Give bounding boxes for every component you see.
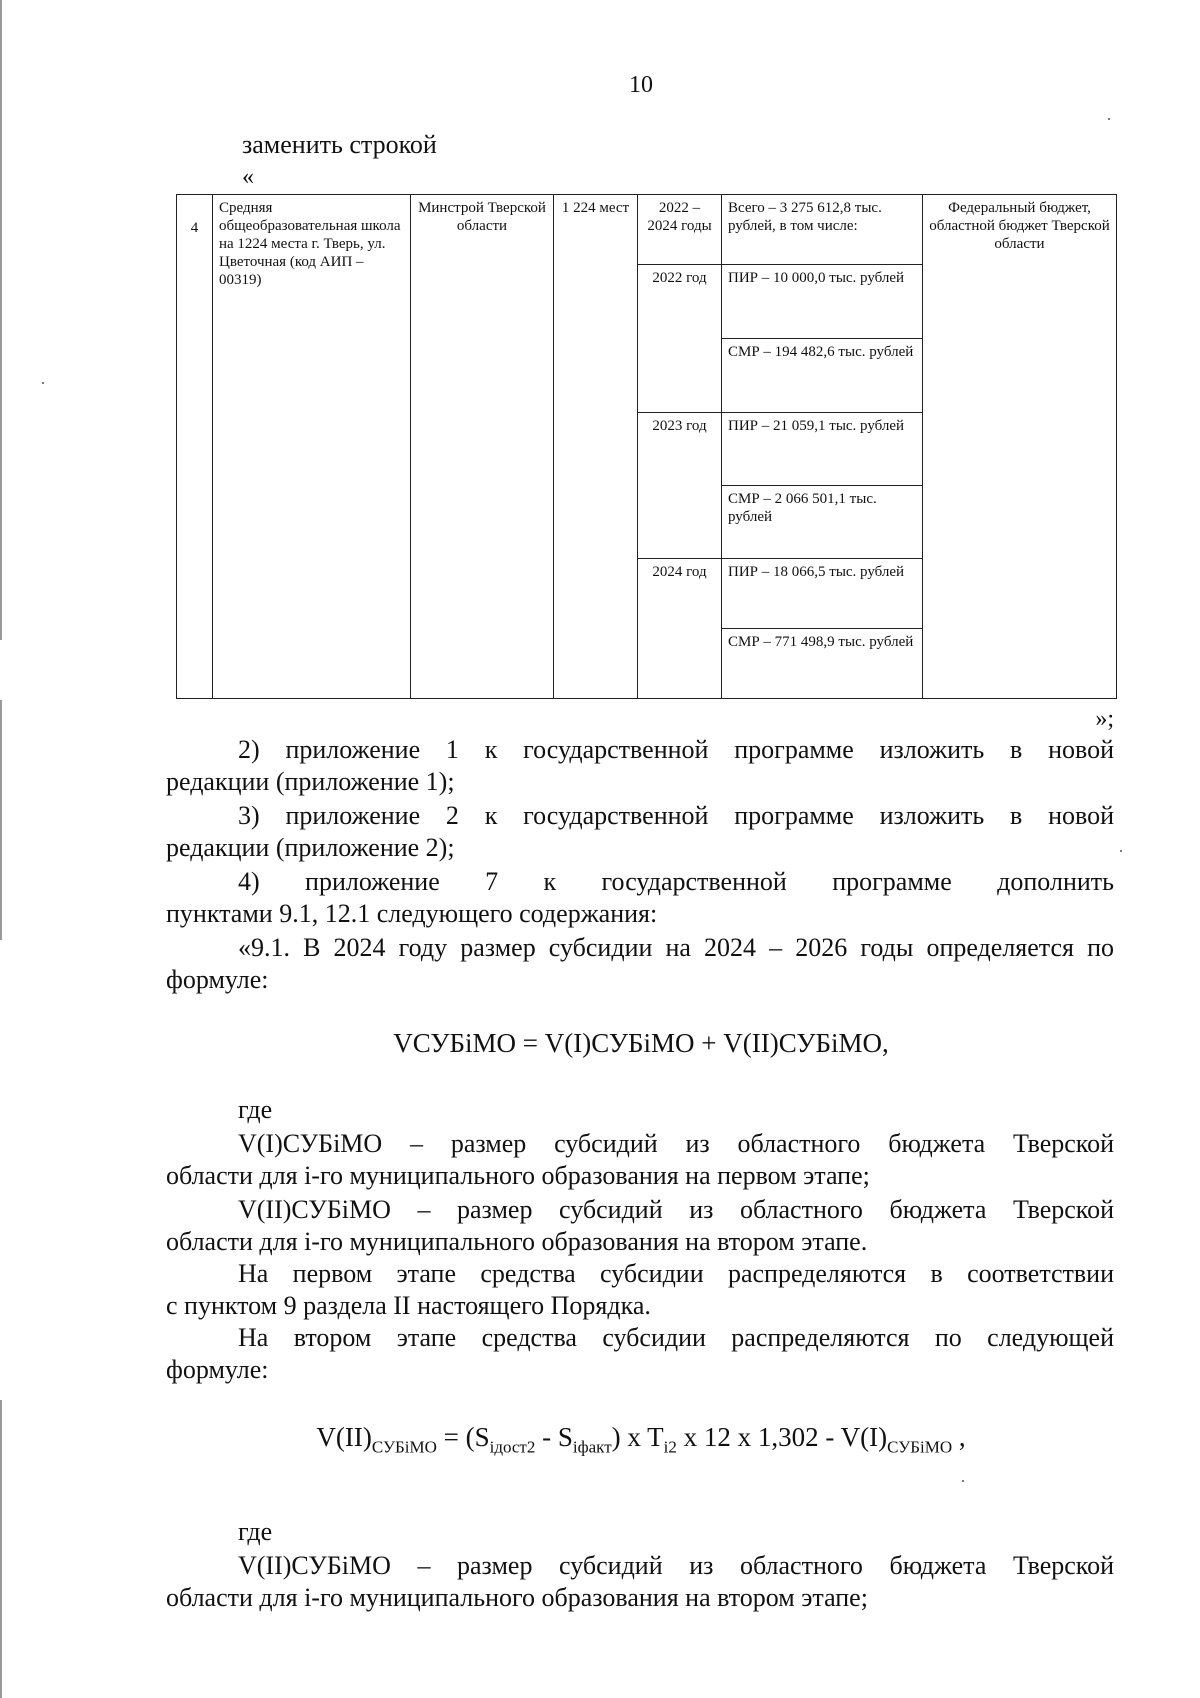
pir-2022: ПИР – 10 000,0 тыс. рублей [722, 265, 923, 339]
stage-1 [166, 1258, 1114, 1322]
stage-1-line-1: На первом этапе средства субсидии распределяются в соответствии [238, 1259, 1114, 1288]
year-2023: 2023 год [638, 413, 722, 559]
formula-total: VСУБiМО = V(I)СУБiМО + V(II)СУБiМО, [393, 1028, 889, 1058]
funding-source: Федеральный бюджет, областной бюджет Тверской области [923, 195, 1117, 699]
item-3-line-2: редакции (приложение 2); [166, 833, 455, 862]
year-2024: 2024 год [638, 559, 722, 699]
item-4-line-2: пунктами 9.1, 12.1 следующего содержания: [166, 899, 658, 928]
definition-2-line-2: области для i-го муниципального образования на втором этапе. [166, 1227, 868, 1256]
aip-table [176, 194, 1117, 699]
item-3 [166, 800, 1114, 864]
smr-2023: СМР – 2 066 501,1 тыс. рублей [722, 486, 923, 559]
item-4-line-1: 4) приложение 7 к государственной программе дополнить [238, 867, 1114, 896]
definition-1-line-2: области для i-го муниципального образования на первом этапе; [166, 1161, 870, 1190]
where-1-text: где [238, 1095, 273, 1124]
stage-1-line-2: с пунктом 9 раздела II настоящего Порядка. [166, 1291, 651, 1320]
definition-1 [166, 1128, 1114, 1192]
smr-2024: СМР – 771 498,9 тыс. рублей [722, 629, 923, 699]
formula-second-stage: $V(II)_{СУБiМО} = (S_{iдост2} - S_{iфакт})$ x $T_{i2}$ x 12 x $1,302 - V(I)_{СУБiМО}$ , [316, 1422, 966, 1457]
page-number: 10 [629, 72, 653, 98]
item-9-1-line-2: формуле: [166, 965, 269, 994]
scan-speck [962, 1480, 964, 1482]
scan-speck [1108, 118, 1110, 120]
definition-2 [166, 1194, 1114, 1258]
item-3-line-1: 3) приложение 2 к государственной программе изложить в новой [238, 801, 1114, 830]
scan-edge-mark [0, 700, 2, 940]
item-2 [166, 734, 1114, 798]
item-2-line-1: 2) приложение 1 к государственной программе изложить в новой [238, 735, 1114, 764]
year-2022: 2022 год [638, 265, 722, 413]
replace-intro: заменить строкой [242, 130, 437, 159]
quote-open: « [242, 164, 254, 190]
object-name: Средняя общеобразовательная школа на 1224 места г. Тверь, ул. Цветочная (код АИП – 00319) [213, 195, 411, 699]
stage-2 [166, 1322, 1114, 1386]
definition-3 [166, 1550, 1114, 1614]
pir-2024: ПИР – 18 066,5 тыс. рублей [722, 559, 923, 629]
capacity: 1 224 мест [554, 195, 638, 699]
where-1 [166, 1094, 1114, 1126]
customer-name: Минстрой Тверской области [411, 195, 554, 699]
item-9-1 [166, 932, 1114, 996]
stage-2-line-1: На втором этапе средства субсидии распределяются по следующей [238, 1323, 1114, 1352]
pir-2023: ПИР – 21 059,1 тыс. рублей [722, 413, 923, 486]
definition-3-line-2: области для i-го муниципального образования на втором этапе; [166, 1583, 868, 1612]
scan-speck [1120, 850, 1122, 852]
definition-3-line-1: V(II)СУБiМО – размер субсидий из областного бюджета Тверской [238, 1551, 1114, 1580]
row-number: 4 [177, 195, 213, 699]
period: 2022 – 2024 годы [638, 195, 722, 265]
where-2 [166, 1516, 1114, 1548]
smr-2022: СМР – 194 482,6 тыс. рублей [722, 339, 923, 413]
definition-1-line-1: V(I)СУБiМО – размер субсидий из областного бюджета Тверской [238, 1129, 1114, 1158]
scan-speck [42, 382, 44, 384]
item-4 [166, 866, 1114, 930]
total-amount: Всего – 3 275 612,8 тыс. рублей, в том числе: [722, 195, 923, 265]
definition-2-line-1: V(II)СУБiМО – размер субсидий из областного бюджета Тверской [238, 1195, 1114, 1224]
item-9-1-line-1: «9.1. В 2024 году размер субсидии на 2024 – 2026 годы определяется по [238, 933, 1114, 962]
where-2-text: где [238, 1517, 273, 1546]
quote-close: »; [1095, 706, 1114, 732]
item-2-line-2: редакции (приложение 1); [166, 767, 455, 796]
stage-2-line-2: формуле: [166, 1355, 269, 1384]
